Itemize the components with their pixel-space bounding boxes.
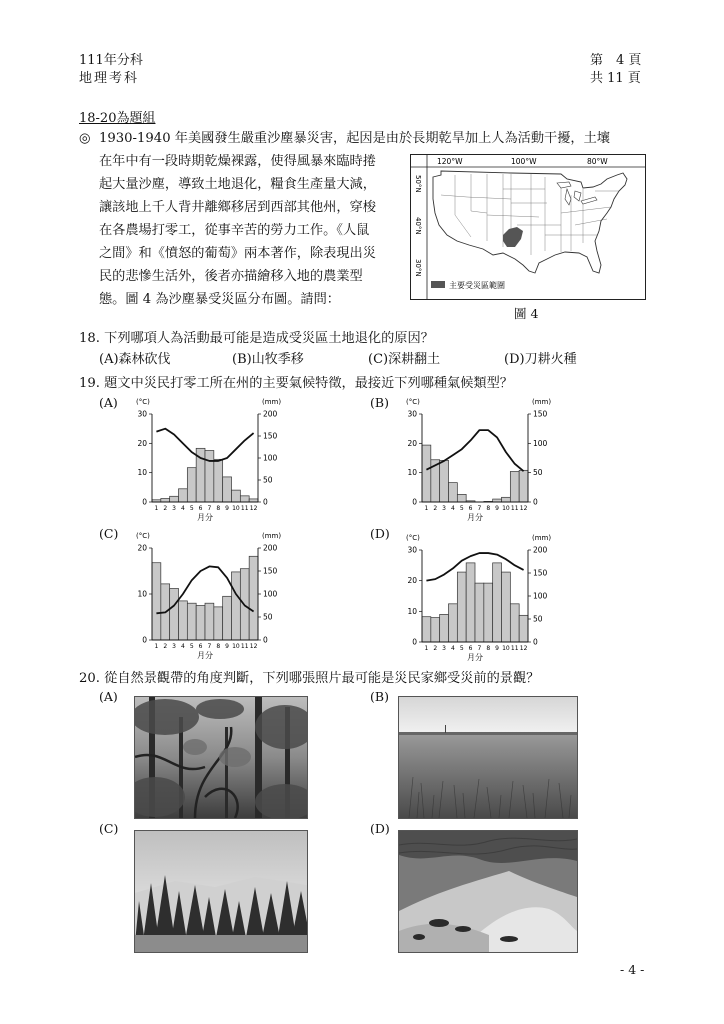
month-tick-label: 5 xyxy=(189,643,194,650)
precip-bar xyxy=(179,489,188,502)
intro-line-4: 讓該地上千人背井離鄉移居到西部其他州，穿梭 xyxy=(99,200,376,215)
left-unit-label: (°C) xyxy=(136,398,150,406)
right-unit-label: (mm) xyxy=(262,398,282,406)
q19-label-b[interactable]: (B) xyxy=(370,395,389,410)
photo-d-desert[interactable] xyxy=(398,830,578,953)
precip-bar xyxy=(205,451,214,502)
month-tick-label: 4 xyxy=(181,505,185,512)
photo-c-coniferous-forest[interactable] xyxy=(134,830,308,953)
q20-label-c[interactable]: (C) xyxy=(99,821,119,836)
precip-tick-label: 0 xyxy=(533,637,538,647)
precip-bar xyxy=(484,583,493,642)
precip-tick-label: 50 xyxy=(263,612,273,622)
month-tick-label: 9 xyxy=(225,643,229,650)
precip-tick-label: 150 xyxy=(533,409,548,419)
temp-tick-label: 30 xyxy=(407,545,417,555)
usa-outline xyxy=(433,171,627,273)
month-tick-label: 6 xyxy=(468,645,473,652)
month-tick-label: 12 xyxy=(519,505,528,512)
precip-bar xyxy=(179,601,188,640)
month-tick-label: 6 xyxy=(198,643,203,650)
x-axis-label: 月分 xyxy=(197,513,213,522)
month-tick-label: 9 xyxy=(225,505,229,512)
left-unit-label: (°C) xyxy=(406,534,420,542)
precip-bar xyxy=(223,477,232,502)
precip-bar xyxy=(449,604,458,642)
temp-tick-label: 30 xyxy=(137,409,147,419)
precip-bar xyxy=(249,556,258,640)
month-tick-label: 8 xyxy=(486,645,491,652)
month-tick-label: 5 xyxy=(459,505,464,512)
precip-tick-label: 50 xyxy=(533,468,543,478)
month-tick-label: 1 xyxy=(154,643,159,650)
temp-tick-label: 20 xyxy=(137,438,147,448)
month-tick-label: 5 xyxy=(459,645,464,652)
precip-tick-label: 200 xyxy=(533,545,548,555)
question-18-stem: 18. 下列哪項人為活動最可能是造成受災區土地退化的原因？ xyxy=(79,331,434,346)
precip-bar xyxy=(431,618,440,642)
q18-option-a[interactable]: (A)森林砍伐 xyxy=(99,352,171,367)
month-tick-label: 9 xyxy=(495,505,499,512)
precip-bar xyxy=(170,496,179,502)
right-unit-label: (mm) xyxy=(532,398,552,406)
q18-option-b[interactable]: (B)山牧季移 xyxy=(232,352,304,367)
group-label: 18-20為題組 xyxy=(79,111,156,126)
precip-bar xyxy=(475,583,484,642)
month-tick-label: 3 xyxy=(172,505,176,512)
temp-tick-label: 20 xyxy=(407,576,417,586)
month-tick-label: 5 xyxy=(189,505,194,512)
precip-bar xyxy=(440,460,449,502)
temp-tick-label: 10 xyxy=(137,589,147,599)
precip-bar xyxy=(457,572,466,642)
precip-bar xyxy=(214,607,223,640)
precip-bar xyxy=(232,490,241,502)
climate-chart-d xyxy=(394,532,560,664)
month-tick-label: 9 xyxy=(495,645,499,652)
intro-line-5: 在各農場打零工，從事辛苦的勞力工作。《人鼠 xyxy=(99,223,370,238)
month-tick-label: 7 xyxy=(207,643,212,650)
map-lat-label-50: 50°N xyxy=(414,175,422,193)
climate-chart-a xyxy=(124,396,290,524)
month-tick-label: 4 xyxy=(451,645,455,652)
precip-bar xyxy=(519,470,528,502)
month-tick-label: 1 xyxy=(424,645,429,652)
month-tick-label: 6 xyxy=(468,505,473,512)
x-axis-label: 月分 xyxy=(467,653,483,662)
q19-label-d[interactable]: (D) xyxy=(370,526,390,541)
precip-bar xyxy=(205,603,214,640)
temp-tick-label: 0 xyxy=(412,497,417,507)
map-legend-text: 主要受災區範圍 xyxy=(449,281,505,290)
question-20-stem: 20. 從自然景觀帶的角度判斷，下列哪張照片最可能是災民家鄉受災前的景觀？ xyxy=(79,671,540,686)
month-tick-label: 2 xyxy=(433,505,438,512)
left-unit-label: (°C) xyxy=(406,398,420,406)
precip-bar xyxy=(422,617,431,642)
month-tick-label: 4 xyxy=(181,643,185,650)
precip-bar xyxy=(422,445,431,502)
photo-a-rainforest[interactable] xyxy=(134,696,308,819)
month-tick-label: 8 xyxy=(486,505,491,512)
climate-chart-b xyxy=(394,396,560,524)
precip-bar xyxy=(214,459,223,502)
month-tick-label: 4 xyxy=(451,505,455,512)
intro-line-3: 起大量沙塵，導致土地退化，糧食生產量大減， xyxy=(99,177,376,192)
precip-bar xyxy=(502,497,511,502)
precip-bar xyxy=(457,494,466,502)
precip-bar xyxy=(249,499,258,502)
precip-bar xyxy=(232,572,241,640)
q18-option-c[interactable]: (C)深耕翻土 xyxy=(368,352,441,367)
intro-line-8: 態。圖 4 為沙塵暴受災區分布圖。請問： xyxy=(99,292,340,307)
precip-bar xyxy=(502,572,511,642)
precip-bar xyxy=(449,483,458,502)
x-axis-label: 月分 xyxy=(197,651,213,660)
precip-bar xyxy=(440,614,449,642)
intro-line-1: 1930-1940 年美國發生嚴重沙塵暴災害，起因是由於長期乾旱加上人為活動干擾，土壤 xyxy=(99,131,610,146)
precip-bar xyxy=(519,615,528,642)
intro-bullet: ◎ xyxy=(79,131,91,146)
month-tick-label: 3 xyxy=(442,645,446,652)
month-tick-label: 1 xyxy=(424,505,429,512)
question-19-stem: 19. 題文中災民打零工所在州的主要氣候特徵，最接近下列哪種氣候類型？ xyxy=(79,376,513,391)
month-tick-label: 2 xyxy=(163,643,168,650)
q19-label-a[interactable]: (A) xyxy=(99,395,118,410)
climate-chart-c xyxy=(124,530,290,662)
month-tick-label: 11 xyxy=(240,643,249,650)
precip-tick-label: 0 xyxy=(533,497,538,507)
q20-label-d[interactable]: (D) xyxy=(370,821,390,836)
month-tick-label: 10 xyxy=(502,505,510,512)
month-tick-label: 1 xyxy=(154,505,159,512)
q20-label-b[interactable]: (B) xyxy=(370,689,389,704)
right-unit-label: (mm) xyxy=(532,534,552,542)
map-lon-label-120: 120°W xyxy=(437,157,463,166)
precip-tick-label: 50 xyxy=(263,475,273,485)
precip-tick-label: 0 xyxy=(263,497,268,507)
precip-bar xyxy=(510,471,519,502)
month-tick-label: 11 xyxy=(240,505,249,512)
precip-bar xyxy=(466,563,475,642)
rainforest-image xyxy=(135,697,307,818)
dust-bowl-map xyxy=(410,154,646,300)
month-tick-label: 8 xyxy=(216,643,221,650)
month-tick-label: 10 xyxy=(502,645,510,652)
intro-line-2: 在年中有一段時期乾燥裸露，使得風暴來臨時捲 xyxy=(99,154,376,169)
map-lat-label-30: 30°N xyxy=(414,259,422,277)
temp-tick-label: 10 xyxy=(407,606,417,616)
precip-tick-label: 150 xyxy=(263,431,278,441)
header-subject-name: 地理考科 xyxy=(79,71,140,86)
month-tick-label: 12 xyxy=(249,643,258,650)
precip-bar xyxy=(510,604,519,642)
precip-tick-label: 100 xyxy=(533,438,548,448)
month-tick-label: 8 xyxy=(216,505,221,512)
precip-bar xyxy=(493,563,502,642)
precip-tick-label: 0 xyxy=(263,635,268,645)
precip-bar xyxy=(240,496,249,502)
precip-bar xyxy=(187,603,196,640)
month-tick-label: 10 xyxy=(232,505,240,512)
map-lon-label-100: 100°W xyxy=(511,157,537,166)
month-tick-label: 7 xyxy=(207,505,212,512)
temp-tick-label: 20 xyxy=(407,438,417,448)
map-lon-label-80: 80°W xyxy=(587,157,608,166)
month-tick-label: 6 xyxy=(198,505,203,512)
precip-tick-label: 200 xyxy=(263,409,278,419)
month-tick-label: 7 xyxy=(477,505,482,512)
q18-option-d[interactable]: (D)刀耕火種 xyxy=(504,352,577,367)
month-tick-label: 12 xyxy=(519,645,528,652)
month-tick-label: 2 xyxy=(163,505,168,512)
precip-tick-label: 100 xyxy=(263,453,278,463)
photo-b-grassland[interactable] xyxy=(398,696,578,819)
month-tick-label: 7 xyxy=(477,645,482,652)
month-tick-label: 10 xyxy=(232,643,240,650)
intro-line-6: 之間》和《憤怒的葡萄》兩本著作，除表現出災 xyxy=(99,246,376,261)
map-lat-label-40: 40°N xyxy=(414,217,422,235)
precip-tick-label: 200 xyxy=(263,543,278,553)
header-subject-year: 111年分科 xyxy=(79,53,143,68)
page-footer-number: - 4 - xyxy=(620,962,645,977)
usa-map-svg xyxy=(411,155,645,299)
temp-tick-label: 10 xyxy=(137,468,147,478)
temp-tick-label: 30 xyxy=(407,409,417,419)
precip-tick-label: 100 xyxy=(263,589,278,599)
month-tick-label: 11 xyxy=(510,505,519,512)
precip-bar xyxy=(223,596,232,640)
x-axis-label: 月分 xyxy=(467,513,483,522)
month-tick-label: 2 xyxy=(433,645,438,652)
month-tick-label: 11 xyxy=(510,645,519,652)
temp-tick-label: 0 xyxy=(142,635,147,645)
precip-tick-label: 150 xyxy=(533,568,548,578)
q19-label-c[interactable]: (C) xyxy=(99,526,119,541)
precip-bar xyxy=(152,563,161,640)
legend-swatch xyxy=(431,281,445,288)
precip-tick-label: 100 xyxy=(533,591,548,601)
right-unit-label: (mm) xyxy=(262,532,282,540)
precip-tick-label: 50 xyxy=(533,614,543,624)
temp-tick-label: 0 xyxy=(142,497,147,507)
header-page-number: 第 4 頁 xyxy=(590,53,642,68)
desert-image xyxy=(399,831,577,952)
temp-tick-label: 20 xyxy=(137,543,147,553)
precip-bar xyxy=(170,588,179,640)
temp-tick-label: 10 xyxy=(407,468,417,478)
precip-bar xyxy=(196,606,205,641)
precip-bar xyxy=(161,498,170,502)
coniferous-forest-image xyxy=(135,831,307,952)
precip-tick-label: 150 xyxy=(263,566,278,576)
month-tick-label: 12 xyxy=(249,505,258,512)
figure-caption: 圖 4 xyxy=(514,306,539,321)
precip-bar xyxy=(187,468,196,502)
header-page-total: 共 11 頁 xyxy=(590,71,641,86)
temp-tick-label: 0 xyxy=(412,637,417,647)
intro-line-7: 民的悲慘生活外，後者亦描繪移入地的農業型 xyxy=(99,269,363,284)
month-tick-label: 3 xyxy=(172,643,176,650)
left-unit-label: (°C) xyxy=(136,532,150,540)
grassland-image xyxy=(399,697,577,818)
month-tick-label: 3 xyxy=(442,505,446,512)
q20-label-a[interactable]: (A) xyxy=(99,689,118,704)
